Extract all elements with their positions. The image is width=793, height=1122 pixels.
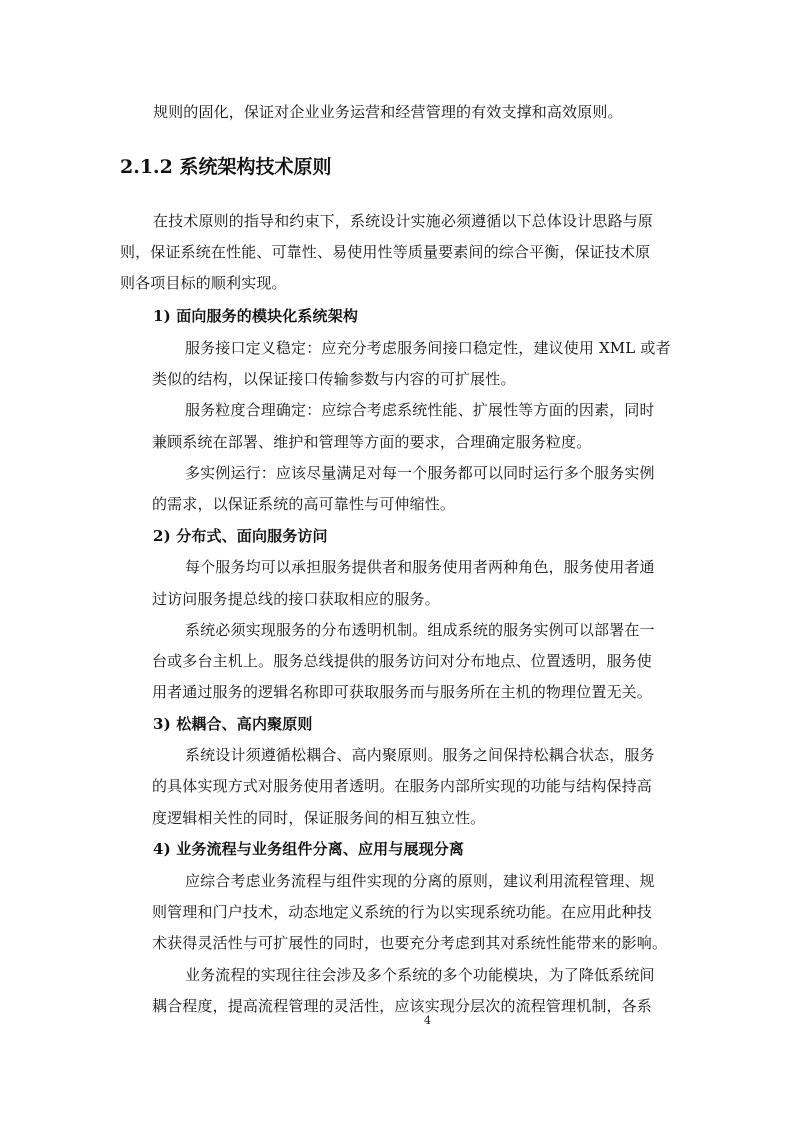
subsection-title-2: 2) 分布式、面向服务访问 [153,527,328,545]
paragraph-line: 用者通过服务的逻辑名称即可获取服务而与服务所在主机的物理位置无关。 [152,683,652,701]
paragraph-line: 业务流程的实现往往会涉及多个系统的多个功能模块，为了降低系统间 [185,966,655,984]
page-number: 4 [424,1014,431,1027]
top-fragment: 规则的固化，保证对企业业务运营和经营管理的有效支撑和高效原则。 [153,103,623,121]
paragraph-line: 兼顾系统在部署、维护和管理等方面的要求，合理确定服务粒度。 [152,433,592,451]
paragraph-line: 度逻辑相关性的同时，保证服务间的相互独立性。 [152,809,486,827]
intro-line-1: 在技术原则的指导和约束下，系统设计实施必须遵循以下总体设计思路与原 [153,212,653,230]
paragraph-line: 系统必须实现服务的分布透明机制。组成系统的服务实例可以部署在一 [185,621,655,639]
paragraph-line: 术获得灵活性与可扩展性的同时，也要充分考虑到其对系统性能带来的影响。 [152,934,668,952]
intro-line-3: 则各项目标的顺利实现。 [120,274,287,292]
section-heading: 2.1.2 系统架构技术原则 [120,156,332,178]
paragraph-line: 则管理和门户技术，动态地定义系统的行为以实现系统功能。在应用此种技 [152,903,652,921]
paragraph-line: 系统设计须遵循松耦合、高内聚原则。服务之间保持松耦合状态，服务 [185,746,655,764]
subsection-title-1: 1) 面向服务的模块化系统架构 [153,307,359,325]
paragraph-line: 台或多台主机上。服务总线提供的服务访问对分布地点、位置透明，服务使 [152,652,652,670]
paragraph-line: 服务粒度合理确定：应综合考虑系统性能、扩展性等方面的因素，同时 [185,401,655,419]
paragraph-line: 每个服务均可以承担服务提供者和服务使用者两种角色，服务使用者通 [185,558,655,576]
paragraph-line: 过访问服务提总线的接口获取相应的服务。 [152,590,440,608]
subsection-title-4: 4) 业务流程与业务组件分离、应用与展现分离 [153,840,465,858]
intro-line-2: 则，保证系统在性能、可靠性、易使用性等质量要素间的综合平衡，保证技术原 [120,243,651,261]
paragraph-line: 的需求，以保证系统的高可靠性与可伸缩性。 [152,495,456,513]
paragraph-line: 多实例运行：应该尽量满足对每一个服务都可以同时运行多个服务实例 [185,464,655,482]
paragraph-line: 应综合考虑业务流程与组件实现的分离的原则，建议利用流程管理、规 [185,872,655,890]
subsection-title-3: 3) 松耦合、高内聚原则 [153,715,313,733]
paragraph-line: 服务接口定义稳定：应充分考虑服务间接口稳定性，建议使用 XML 或者 [185,339,671,357]
paragraph-line: 耦合程度，提高流程管理的灵活性，应该实现分层次的流程管理机制，各系 [152,997,652,1015]
paragraph-line: 的具体实现方式对服务使用者透明。在服务内部所实现的功能与结构保持高 [152,777,652,795]
paragraph-line: 类似的结构，以保证接口传输参数与内容的可扩展性。 [152,370,516,388]
